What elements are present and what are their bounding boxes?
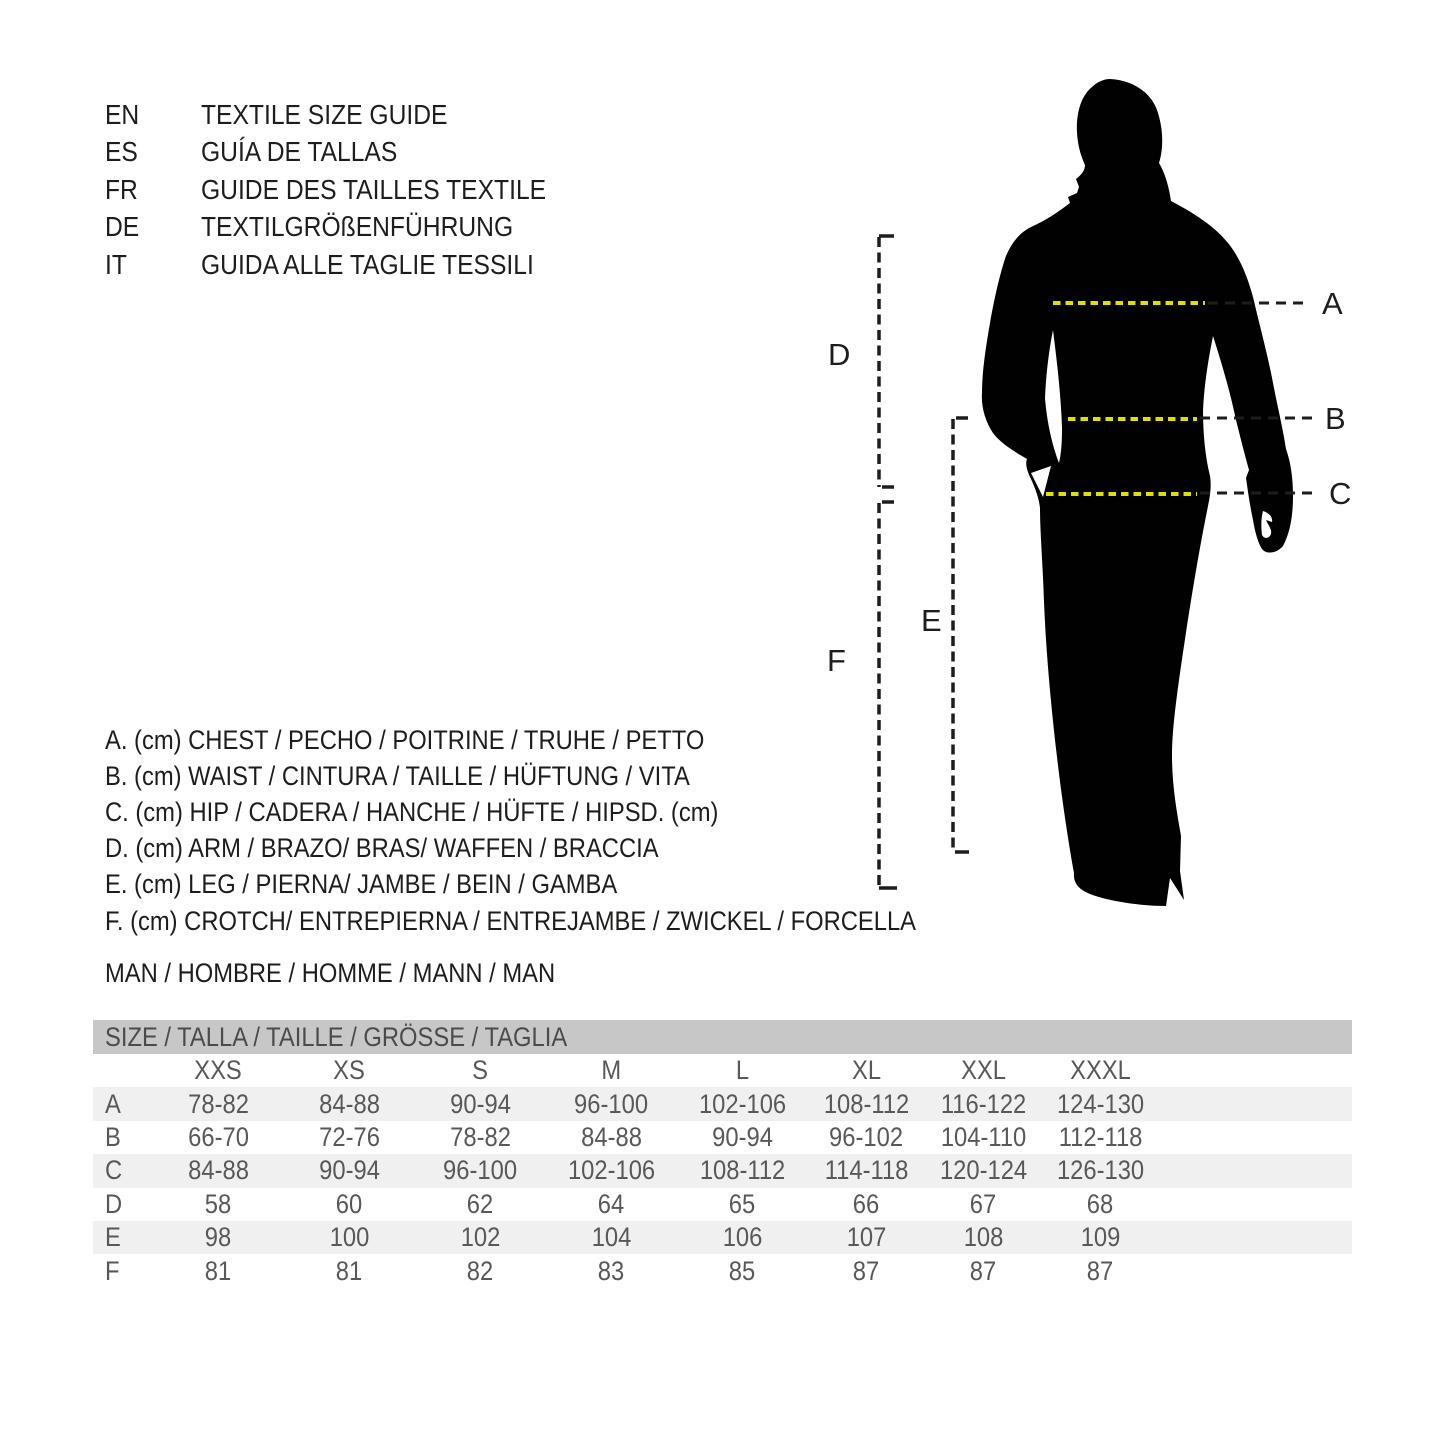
legend-chest: A. (cm) CHEST / PECHO / POITRINE / TRUHE / PETTO	[105, 724, 705, 755]
table-cell: 90-94	[712, 1121, 773, 1152]
table-cell: 90-94	[319, 1155, 380, 1186]
table-cell: 107	[846, 1222, 887, 1253]
table-cell: 114-118	[824, 1155, 909, 1186]
size-table-body	[93, 1054, 1352, 1288]
table-cell: 78-82	[450, 1121, 511, 1152]
table-cell: 83	[598, 1255, 625, 1286]
legend-waist: B. (cm) WAIST / CINTURA / TAILLE / HÜFTUNG / VITA	[105, 760, 690, 791]
table-cell: 72-76	[319, 1121, 380, 1152]
size-table-header	[93, 1020, 1352, 1054]
table-row-B	[93, 1121, 1352, 1154]
table-cell: XL	[851, 1055, 882, 1086]
table-cell: 66-70	[188, 1121, 249, 1152]
row-label: C	[105, 1155, 123, 1186]
label-D: D	[828, 337, 851, 372]
table-cell: 126-130	[1056, 1155, 1145, 1186]
table-cell: 90-94	[450, 1088, 511, 1119]
lang-code-fr: FR	[105, 173, 138, 205]
table-cell: 109	[1080, 1222, 1121, 1253]
table-cell: 78-82	[188, 1088, 249, 1119]
table-cell: 116-122	[940, 1088, 1027, 1119]
table-cell: 87	[970, 1255, 997, 1286]
table-cell: 67	[970, 1188, 997, 1219]
title-es: GUÍA DE TALLAS	[201, 136, 398, 168]
category-line: MAN / HOMBRE / HOMME / MANN / MAN	[105, 957, 556, 988]
measurement-legend	[105, 722, 1027, 939]
table-cell: 82	[467, 1255, 494, 1286]
label-B: B	[1325, 401, 1346, 436]
row-label: E	[105, 1222, 121, 1253]
table-cell: 84-88	[188, 1155, 249, 1186]
table-cell: 81	[336, 1255, 363, 1286]
table-cell: 84-88	[319, 1088, 380, 1119]
title-en: TEXTILE SIZE GUIDE	[201, 98, 448, 130]
lang-code-es: ES	[105, 136, 138, 168]
table-cell: XXXL	[1070, 1055, 1131, 1086]
title-de: TEXTILGRÖßENFÜHRUNG	[201, 211, 514, 243]
row-label	[93, 1055, 153, 1086]
table-cell: 68	[1087, 1188, 1114, 1219]
table-cell: 102	[460, 1222, 501, 1253]
legend-arm: D. (cm) ARM / BRAZO/ BRAS/ WAFFEN / BRACCIA	[105, 833, 659, 864]
label-A: A	[1322, 286, 1343, 321]
lang-code-en: EN	[105, 98, 140, 130]
label-C: C	[1329, 476, 1352, 511]
table-cell: 108-112	[699, 1155, 786, 1186]
table-cell: 112-118	[1058, 1121, 1143, 1152]
table-row-D	[93, 1188, 1352, 1221]
table-cell: 87	[853, 1255, 880, 1286]
table-cell: 64	[598, 1188, 625, 1219]
table-cell: 120-124	[939, 1155, 1028, 1186]
table-cell: 62	[467, 1188, 494, 1219]
table-cell: 108	[963, 1222, 1004, 1253]
row-label: D	[105, 1188, 123, 1219]
label-F: F	[827, 643, 846, 678]
table-cell: XXL	[961, 1055, 1006, 1086]
table-cell: M	[601, 1055, 622, 1086]
table-cell: 85	[729, 1255, 756, 1286]
size-table	[93, 1020, 1352, 1288]
table-cell: 66	[853, 1188, 880, 1219]
table-cell: 124-130	[1056, 1088, 1145, 1119]
table-cell: 104-110	[940, 1121, 1027, 1152]
table-cell: 58	[205, 1188, 232, 1219]
table-cell: 65	[729, 1188, 756, 1219]
table-cell: 102-106	[698, 1088, 787, 1119]
table-cell: 96-100	[443, 1155, 518, 1186]
size-table-header-text: SIZE / TALLA / TAILLE / GRÖSSE / TAGLIA	[105, 1021, 568, 1052]
table-cell: 98	[205, 1222, 232, 1253]
lang-code-de: DE	[105, 211, 140, 243]
table-cell: 87	[1087, 1255, 1114, 1286]
title-fr: GUIDE DES TAILLES TEXTILE	[201, 173, 547, 205]
table-row-sizes	[93, 1054, 1352, 1087]
table-cell: 100	[329, 1222, 370, 1253]
table-row-E	[93, 1221, 1352, 1254]
row-label: A	[105, 1088, 121, 1119]
table-row-A	[93, 1087, 1352, 1120]
table-cell: XS	[333, 1055, 366, 1086]
table-cell: XXS	[194, 1055, 243, 1086]
table-cell: 106	[722, 1222, 763, 1253]
table-cell: 81	[205, 1255, 232, 1286]
title-it: GUIDA ALLE TAGLIE TESSILI	[201, 248, 534, 280]
table-cell: 102-106	[567, 1155, 656, 1186]
legend-crotch: F. (cm) CROTCH/ ENTREPIERNA / ENTREJAMBE / ZWICKEL / FORCELLA	[105, 905, 917, 936]
table-cell: 84-88	[581, 1121, 642, 1152]
row-label: B	[105, 1121, 121, 1152]
table-cell: S	[472, 1055, 489, 1086]
label-E: E	[921, 603, 942, 638]
table-cell: 96-100	[574, 1088, 649, 1119]
table-cell: L	[735, 1055, 750, 1086]
lang-code-it: IT	[105, 248, 127, 280]
table-cell: 108-112	[823, 1088, 910, 1119]
table-row-F	[93, 1254, 1352, 1287]
table-row-C	[93, 1154, 1352, 1187]
legend-leg: E. (cm) LEG / PIERNA/ JAMBE / BEIN / GAMBA	[105, 869, 618, 900]
table-cell: 60	[336, 1188, 363, 1219]
row-label: F	[105, 1255, 120, 1286]
table-cell: 104	[591, 1222, 632, 1253]
table-cell: 96-102	[829, 1121, 904, 1152]
legend-hip: C. (cm) HIP / CADERA / HANCHE / HÜFTE / HIPSD. (cm)	[105, 796, 719, 827]
